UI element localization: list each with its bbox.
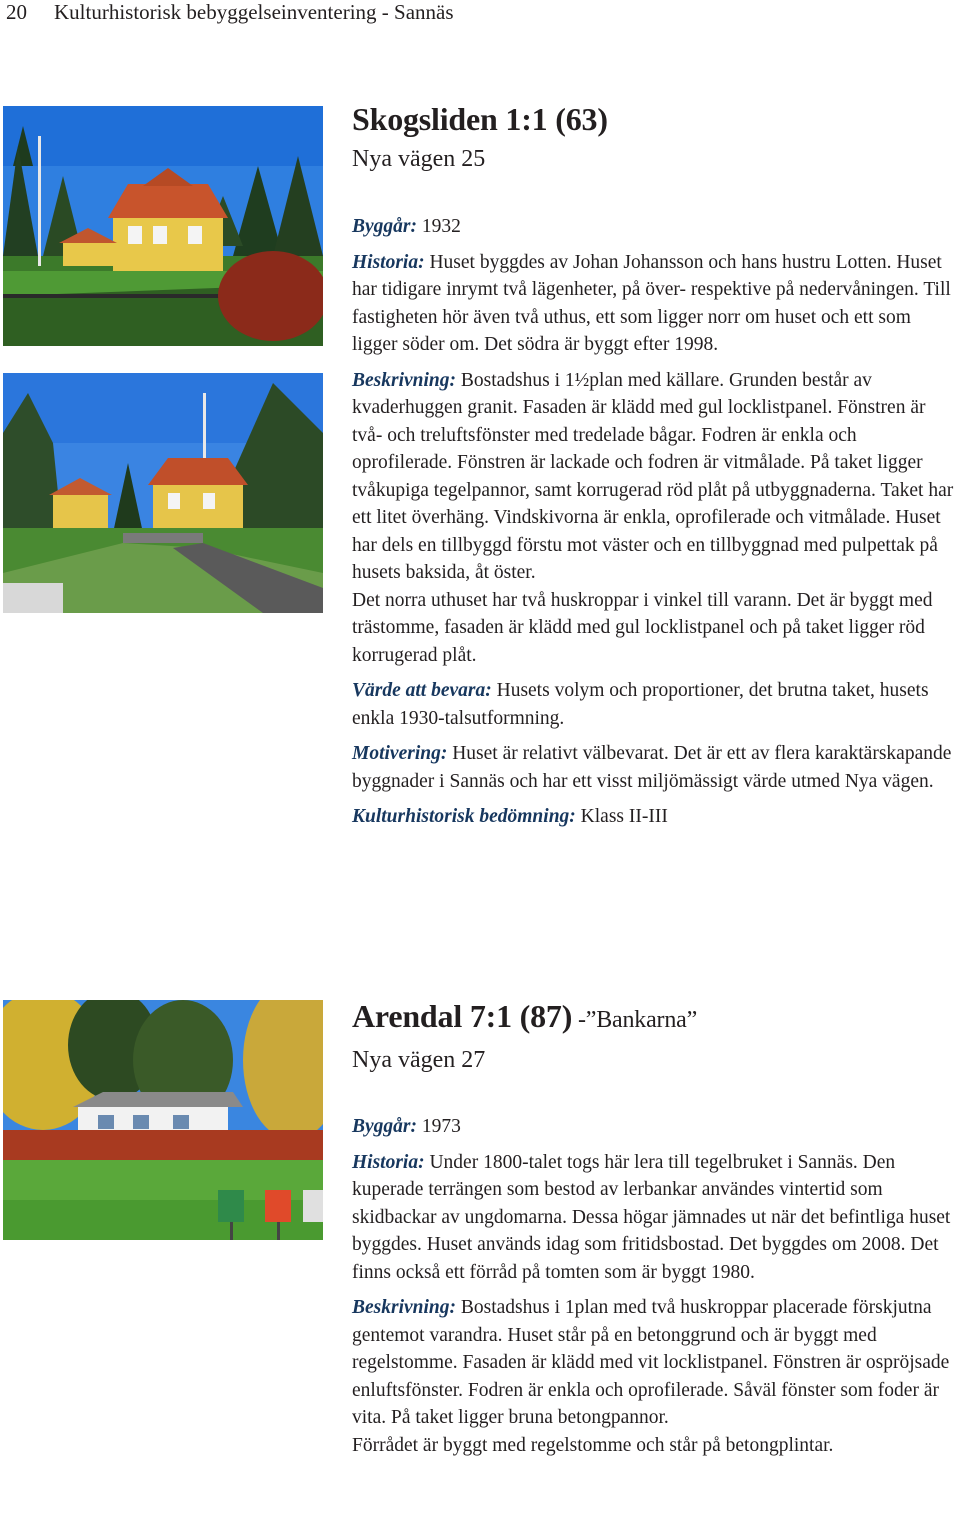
photo-yellow-house-road [3, 373, 323, 613]
motivering-paragraph: Motivering: Huset är relativt välbevarat. Det är ett av flera karaktärskapande byggnader i Sannäs och har ett visst miljömässigt värde utmed Nya vägen. [352, 743, 952, 792]
running-title: Kulturhistorisk bebyggelseinventering - Sannäs [54, 0, 454, 24]
beskrivning-paragraph: Beskrivning: Bostadshus i 1½plan med källare. Grunden består av kvaderhuggen granit. Fasaden är klädd med gul locklistpanel. Fönstren är två- och treluftsfönster med tredelade bågar. Fodren är enkla och oprofilerade. Fönstren är lackade och fodren är vitmålade. På taket ligger tvåkupiga tegelpannor, samt korrugerad röd plåt på utbyggnaderna. Taket har ett litet överhäng. Vindskivorna är enkla, oprofilerade och vitmålade. Huset har dels en tillbyggd förstu mot väster och en tillbyggnad med pulpettak på husets baksida, åt öster. [352, 369, 954, 583]
entry-subtitle: -”Bankarna” [572, 1007, 698, 1033]
entry-title: Arendal 7:1 (87) -”Bankarna” [352, 998, 698, 1034]
photo-yellow-house-front [3, 106, 323, 346]
beskrivning-paragraph: Beskrivning: Bostadshus i 1plan med två huskroppar placerade förskjutna gentemot varandra. Huset står på en betonggrund och är byggt med regelstomme. Fasaden är klädd med vit locklistpanel. Fönstren är ospröjsade enluftsfönster. Fodren är enkla och oprofilerade. Såväl fönster som foder är vita. På taket ligger bruna betongpannor. [352, 1297, 950, 1428]
historia-paragraph: Historia: Under 1800-talet togs här lera till tegelbruket i Sannäs. Den kuperade terrängen som bestod av lerbankar användes vintertid som skidbackar av ungdomarna. Dessa högar jämnades ut när det befintliga huset byggdes. Huset används idag som fritidsbostad. Det byggdes om 2008. Det finns också ett förråd på tomten som är byggt 1980. [352, 1151, 951, 1283]
varde-paragraph: Värde att bevara: Husets volym och proportioner, det brutna taket, husets enkla 1930-talsutformning. [352, 680, 929, 729]
photo-white-house-mailboxes [3, 1000, 323, 1240]
historia-paragraph: Historia: Huset byggdes av Johan Johansson och hans hustru Lotten. Huset har tidigare inrymt två lägenheter, på över- respektive på nedervåningen. Till fastigheten hör även två uthus, ett som ligger norr om huset och ett som ligger söder om. Det södra är byggt efter 1998. [352, 251, 951, 355]
beskrivning-extra: Det norra uthuset har två huskroppar i vinkel till varann. Det är byggt med trästomme, fasaden är klädd med gul locklistpanel och på taket ligger röd korrugerad plåt. [352, 589, 933, 666]
byggar-row: Byggår: 1973 [352, 1116, 461, 1137]
page-number: 20 [6, 0, 27, 24]
entry-skogsliden [352, 101, 958, 831]
byggar-row: Byggår: 1932 [352, 216, 461, 237]
entry-arendal [352, 998, 958, 1459]
beskrivning-extra: Förrådet är byggt med regelstomme och står på betongplintar. [352, 1434, 834, 1456]
entry-address: Nya vägen 27 [352, 1047, 486, 1073]
entry-address: Nya vägen 25 [352, 146, 486, 172]
entry-title: Skogsliden 1:1 (63) [352, 101, 608, 137]
running-header [6, 0, 454, 24]
bedomning-paragraph: Kulturhistorisk bedömning: Klass II-III [352, 806, 668, 827]
